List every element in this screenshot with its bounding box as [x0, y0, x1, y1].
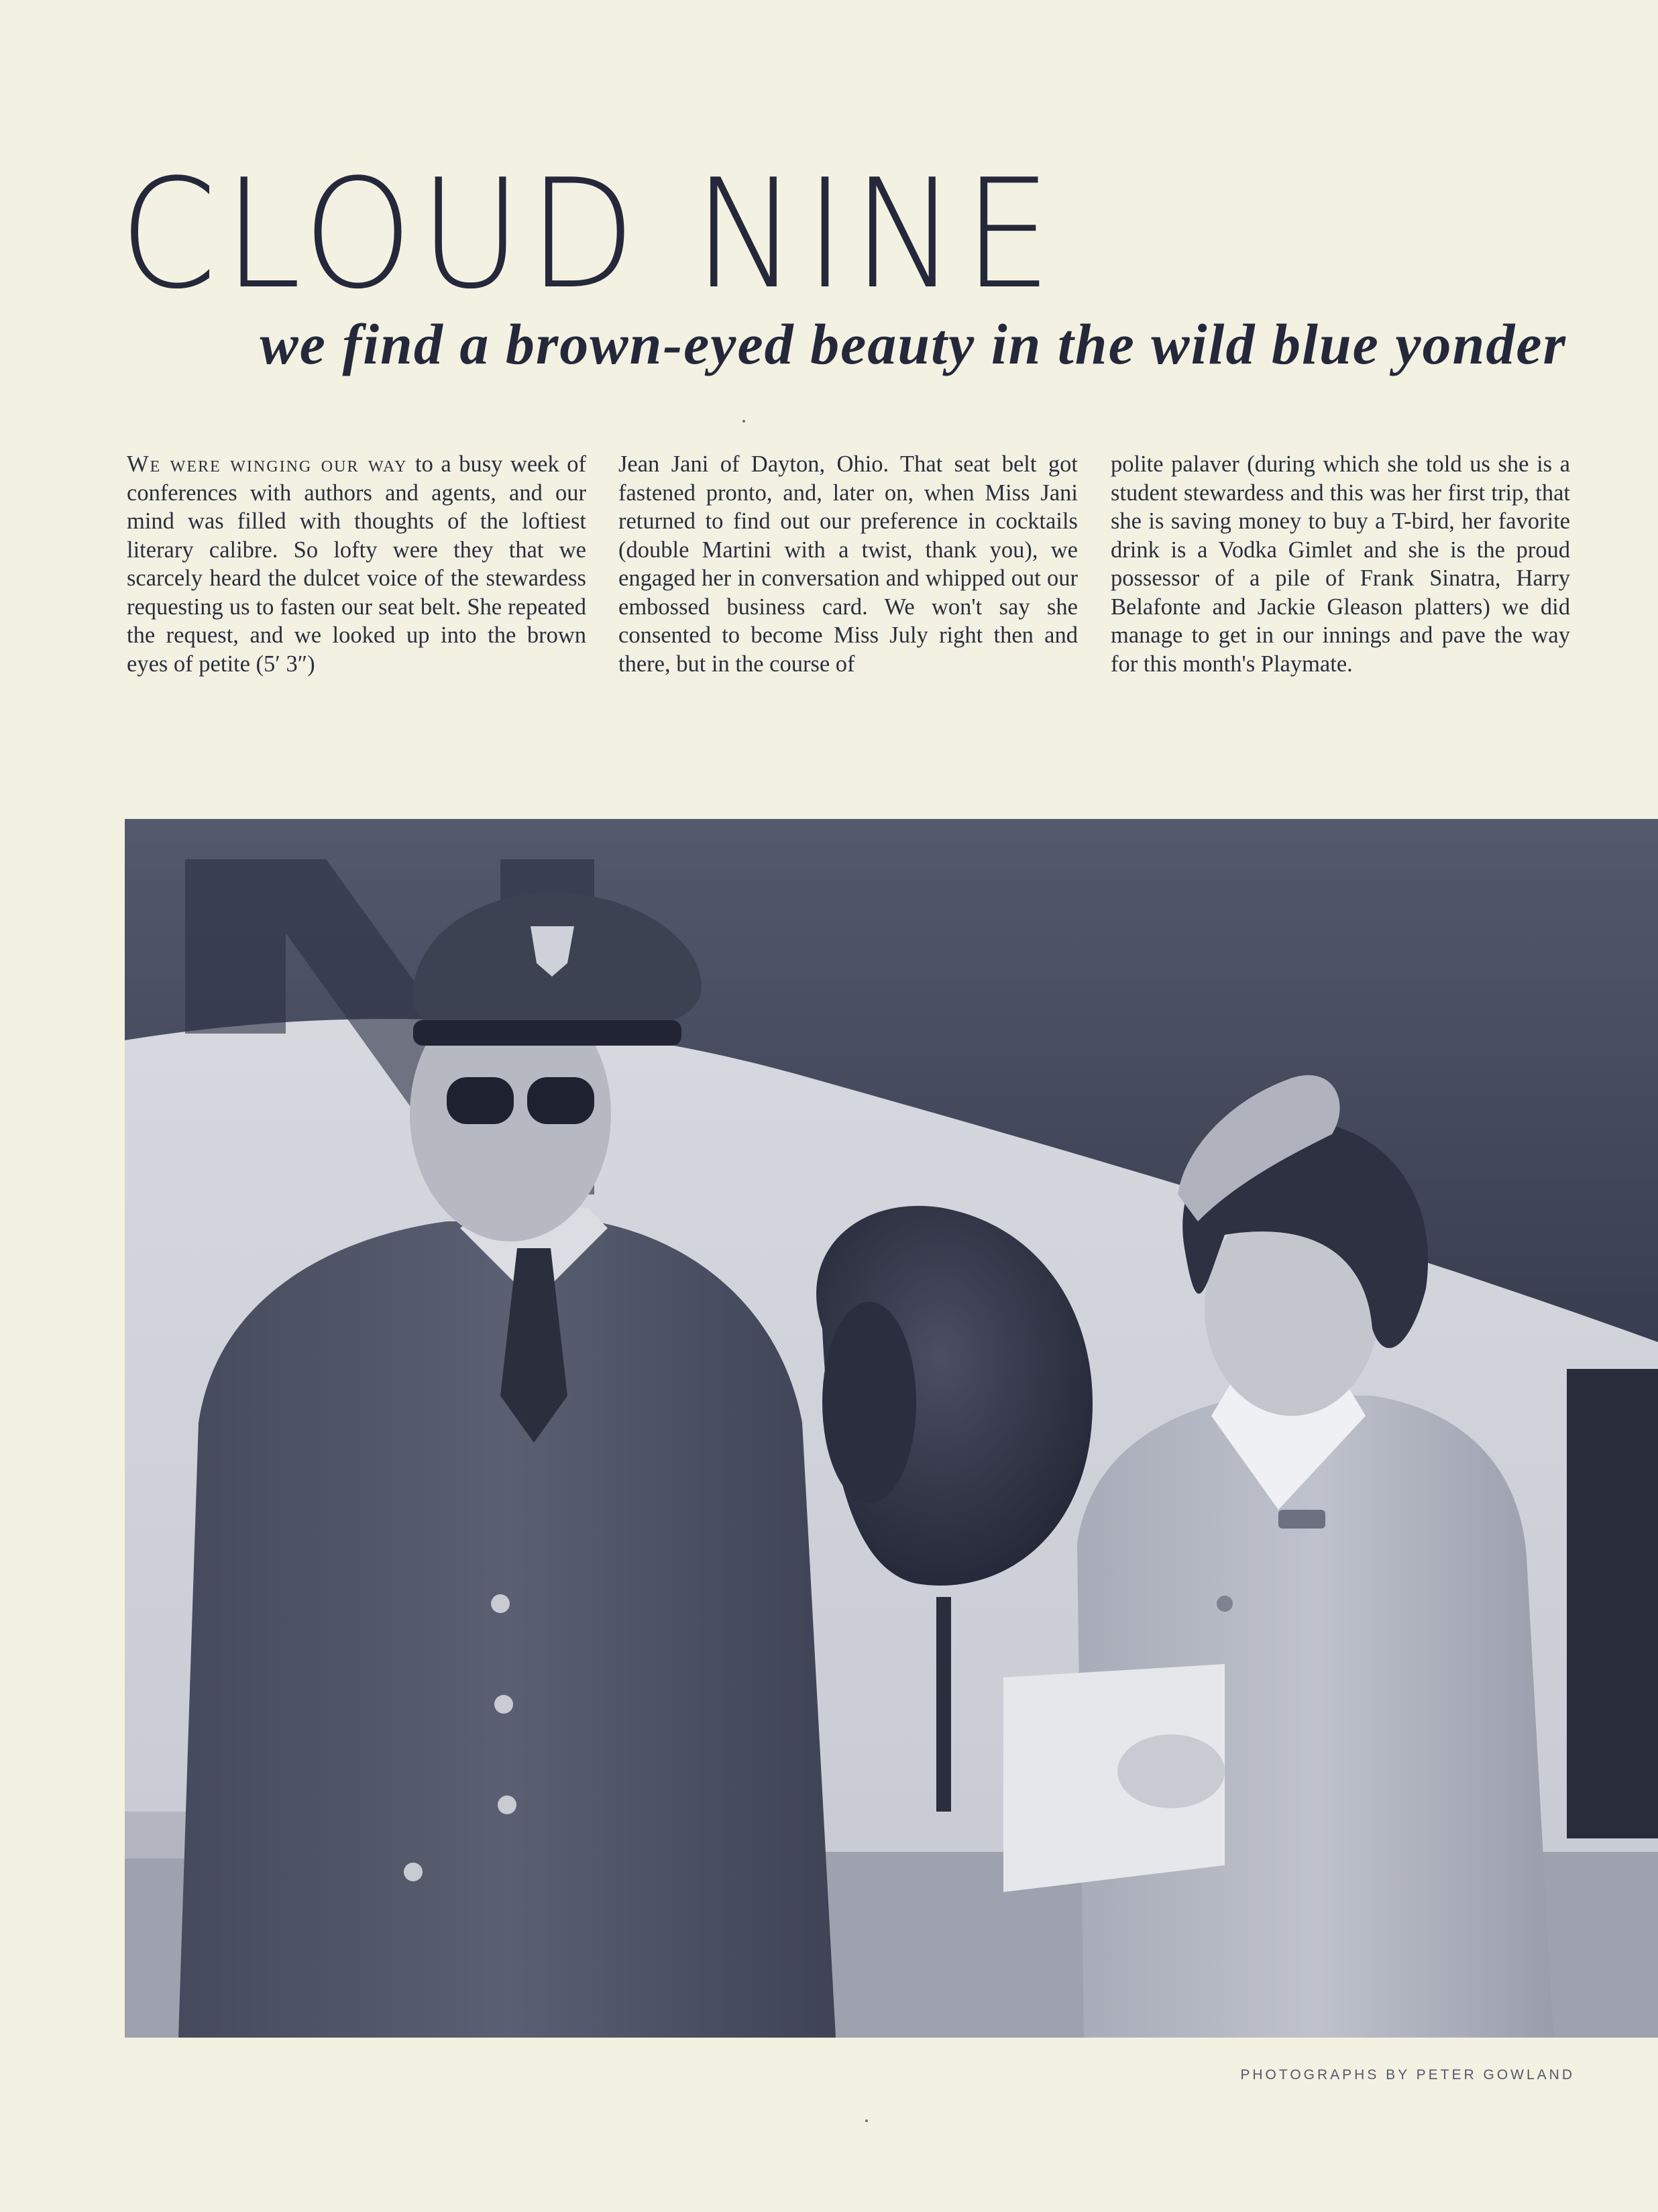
text-column-3: polite palaver (during which she told us she is a student stewardess and this was her first trip, that she is saving money to buy a T-bird, her favorite drink is a Vodka Gimlet and she is the proud possessor of a pile of Frank Sinatra, Harry Belafonte and Jackie Gleason platters) we did manage to get in our innings and pave the way for this month's Playmate. — [1111, 451, 1570, 677]
lead-in-text: We were winging our way — [127, 451, 408, 477]
pilot-button-1 — [491, 1594, 510, 1613]
stewardess-button-1 — [1217, 1596, 1233, 1612]
article-photo — [125, 819, 1658, 2038]
pilot-button-3 — [498, 1795, 516, 1814]
article-subtitle: we find a brown-eyed beauty in the wild blue yonder — [260, 312, 1567, 376]
text-column-1 — [127, 450, 586, 678]
sunglasses-left-lens — [447, 1077, 514, 1124]
landing-gear-wheel — [1567, 1369, 1658, 1838]
page-mark-bottom — [865, 2119, 868, 2122]
sunglasses-right-lens — [527, 1077, 594, 1124]
stewardess-hand — [1117, 1734, 1225, 1808]
text-column-1-body: to a busy week of conferences with authors and agents, and our mind was filled with thoughts of the loftiest literary calibre. So lofty were they that we scarcely heard the dulcet voice of the stewardess requesting us to fasten our seat belt. She repeated the request, and we looked up into the brown eyes of petite (5′ 3″) — [127, 451, 586, 677]
engine-cowling — [822, 1302, 916, 1503]
pilot-pocket-button — [404, 1863, 423, 1881]
photo-illustration — [125, 819, 1658, 2038]
pilot-button-2 — [494, 1695, 513, 1714]
article-title: CLOUD NINE — [119, 147, 1058, 323]
landing-gear-strut — [936, 1597, 951, 1812]
photo-credit: PHOTOGRAPHS BY PETER GOWLAND — [1240, 2067, 1575, 2083]
text-column-2: Jean Jani of Dayton, Ohio. That seat belt got fastened pronto, and, later on, when Miss Jani returned to find out our preference in cocktails (double Martini with a twist, thank you), we engaged her in conversation and whipped out our embossed business card. We won't say she consented to become Miss July right then and there, but in the course of — [618, 451, 1078, 677]
pilot-cap-visor — [413, 1020, 681, 1046]
page-mark-top — [742, 420, 745, 423]
stewardess-wings-pin — [1278, 1510, 1325, 1529]
